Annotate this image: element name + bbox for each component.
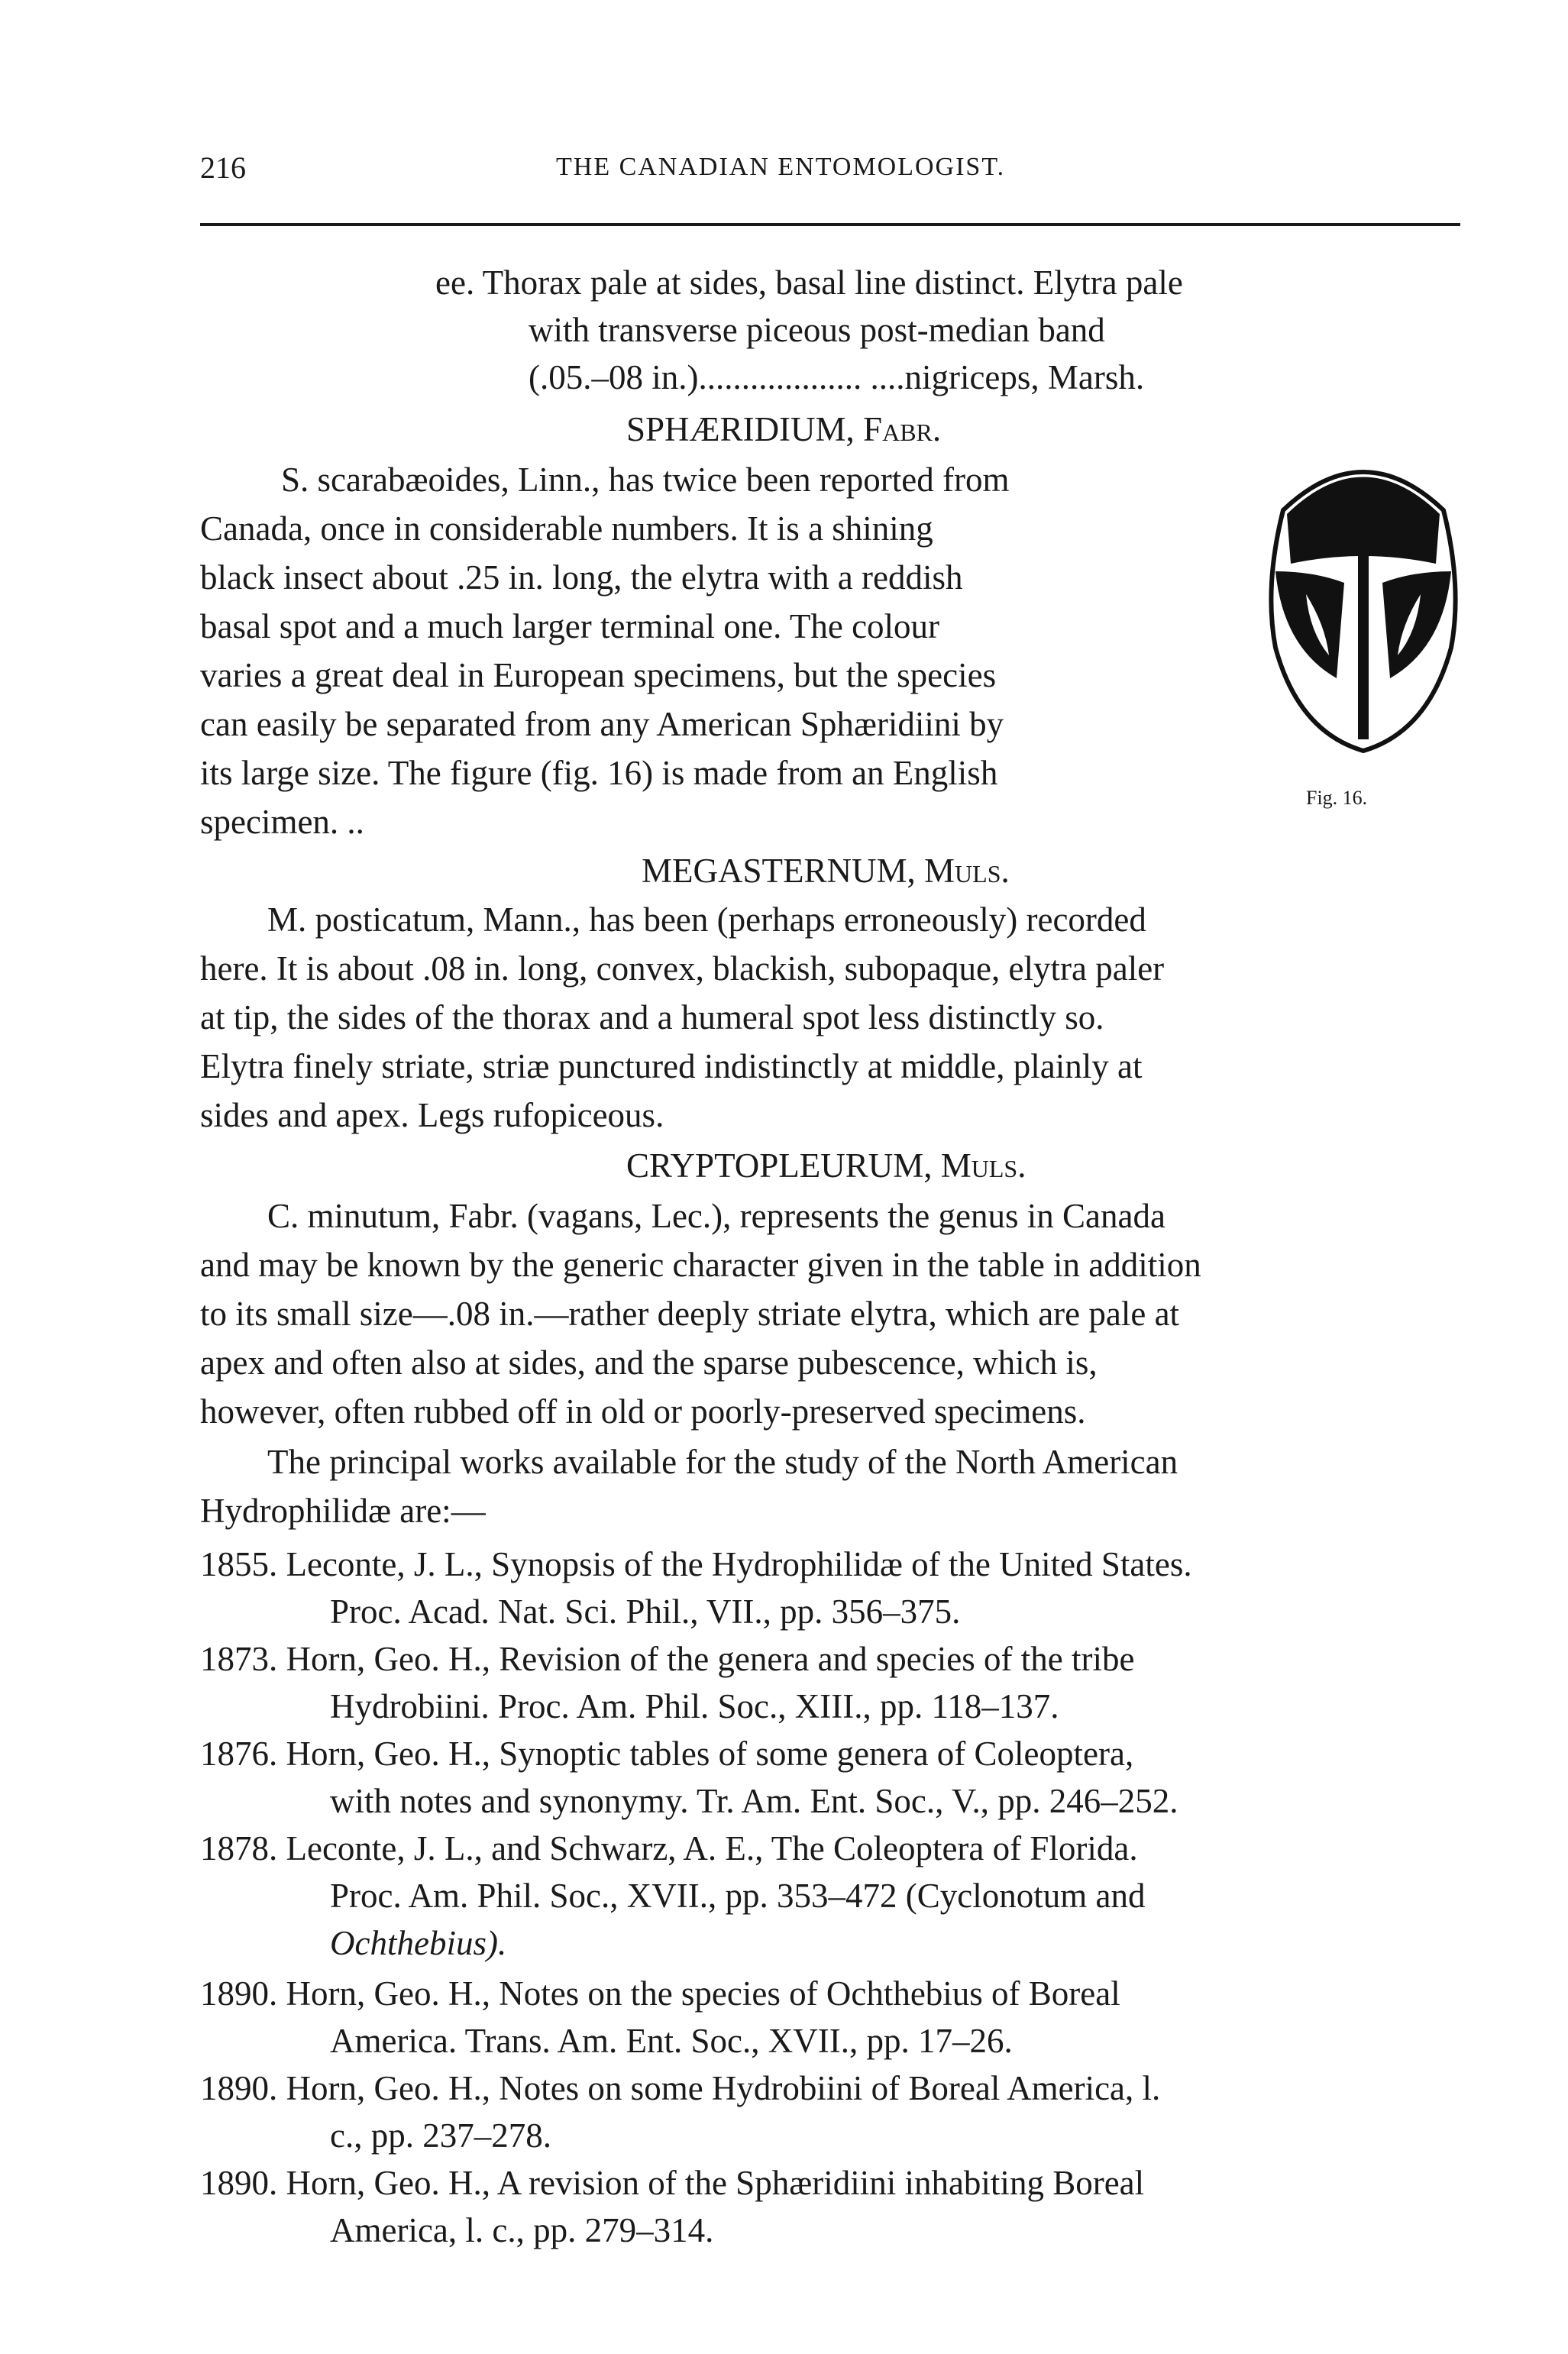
- reference-continuation: Proc. Acad. Nat. Sci. Phil., VII., pp. 356–375.: [330, 1593, 961, 1631]
- genus-heading: CRYPTOPLEURUM, Muls.: [626, 1146, 1026, 1185]
- page-number: 216: [200, 150, 246, 185]
- reference-continuation: with notes and synonymy. Tr. Am. Ent. Soc., V., pp. 246–252.: [330, 1782, 1178, 1820]
- intro-line: The principal works available for the study of the North American: [267, 1443, 1178, 1481]
- paragraph-line: Canada, once in considerable numbers. It is a shining: [200, 509, 933, 548]
- paragraph-line: can easily be separated from any American Sphæridiini by: [200, 705, 1004, 743]
- header-rule: [200, 223, 1460, 226]
- paragraph-line: black insect about .25 in. long, the elytra with a reddish: [200, 558, 963, 597]
- reference-continuation: America. Trans. Am. Ent. Soc., XVII., pp. 17–26.: [330, 2022, 1013, 2060]
- paragraph-line: varies a great deal in European specimens, but the species: [200, 656, 997, 694]
- genus-heading: SPHÆRIDIUM, Fabr.: [626, 410, 942, 448]
- paragraph-line: apex and often also at sides, and the sparse pubescence, which is,: [200, 1344, 1098, 1382]
- reference-entry: 1873. Horn, Geo. H., Revision of the genera and species of the tribe: [200, 1640, 1135, 1678]
- paragraph-line: here. It is about .08 in. long, convex, blackish, subopaque, elytra paler: [200, 949, 1165, 988]
- paragraph-line: basal spot and a much larger terminal one. The colour: [200, 607, 940, 645]
- reference-continuation: Proc. Am. Phil. Soc., XVII., pp. 353–472 (Cyclonotum and: [330, 1877, 1146, 1915]
- paragraph-line: Elytra finely striate, striæ punctured indistinctly at middle, plainly at: [200, 1047, 1143, 1085]
- paragraph-line: M. posticatum, Mann., has been (perhaps erroneously) recorded: [267, 901, 1146, 939]
- reference-entry: 1890. Horn, Geo. H., Notes on some Hydrobiini of Boreal America, l.: [200, 2069, 1161, 2107]
- key-line: ee. Thorax pale at sides, basal line distinct. Elytra pale: [435, 264, 1183, 302]
- genus-heading: MEGASTERNUM, Muls.: [642, 852, 1010, 890]
- paragraph-line: and may be known by the generic character given in the table in addition: [200, 1246, 1201, 1284]
- paragraph-line: S. scarabæoides, Linn., has twice been reported from: [281, 461, 1010, 499]
- paragraph-line: to its small size—.08 in.—rather deeply striate elytra, which are pale at: [200, 1295, 1180, 1333]
- paragraph-line: at tip, the sides of the thorax and a humeral spot less distinctly so.: [200, 998, 1104, 1036]
- key-line: with transverse piceous post-median band: [529, 311, 1105, 349]
- paragraph-line: its large size. The figure (fig. 16) is made from an English: [200, 754, 998, 792]
- key-line: (.05.–08 in.)................... ....nigriceps, Marsh.: [529, 358, 1145, 396]
- reference-continuation: c., pp. 237–278.: [330, 2116, 551, 2155]
- running-title: THE CANADIAN ENTOMOLOGIST.: [556, 153, 1006, 181]
- paragraph-line: however, often rubbed off in old or poorly-preserved specimens.: [200, 1392, 1086, 1431]
- reference-entry: 1855. Leconte, J. L., Synopsis of the Hydrophilidæ of the United States.: [200, 1545, 1192, 1583]
- paragraph-line: sides and apex. Legs rufopiceous.: [200, 1096, 664, 1134]
- reference-continuation: America, l. c., pp. 279–314.: [330, 2211, 714, 2249]
- intro-line: Hydrophilidæ are:—: [200, 1492, 486, 1530]
- reference-entry: 1890. Horn, Geo. H., A revision of the Sphæridiini inhabiting Boreal: [200, 2164, 1145, 2202]
- reference-entry: 1890. Horn, Geo. H., Notes on the species of Ochthebius of Boreal: [200, 1974, 1120, 2013]
- reference-entry: 1878. Leconte, J. L., and Schwarz, A. E., The Coleoptera of Florida.: [200, 1829, 1138, 1867]
- beetle-illustration: [1253, 449, 1474, 755]
- reference-continuation: Hydrobiini. Proc. Am. Phil. Soc., XIII., pp. 118–137.: [330, 1687, 1059, 1725]
- reference-entry: 1876. Horn, Geo. H., Synoptic tables of some genera of Coleoptera,: [200, 1735, 1134, 1773]
- reference-continuation: Ochthebius).: [330, 1924, 507, 1962]
- figure-caption: Fig. 16.: [1306, 787, 1368, 809]
- paragraph-line: specimen. ..: [200, 803, 364, 841]
- paragraph-line: C. minutum, Fabr. (vagans, Lec.), represents the genus in Canada: [267, 1197, 1165, 1235]
